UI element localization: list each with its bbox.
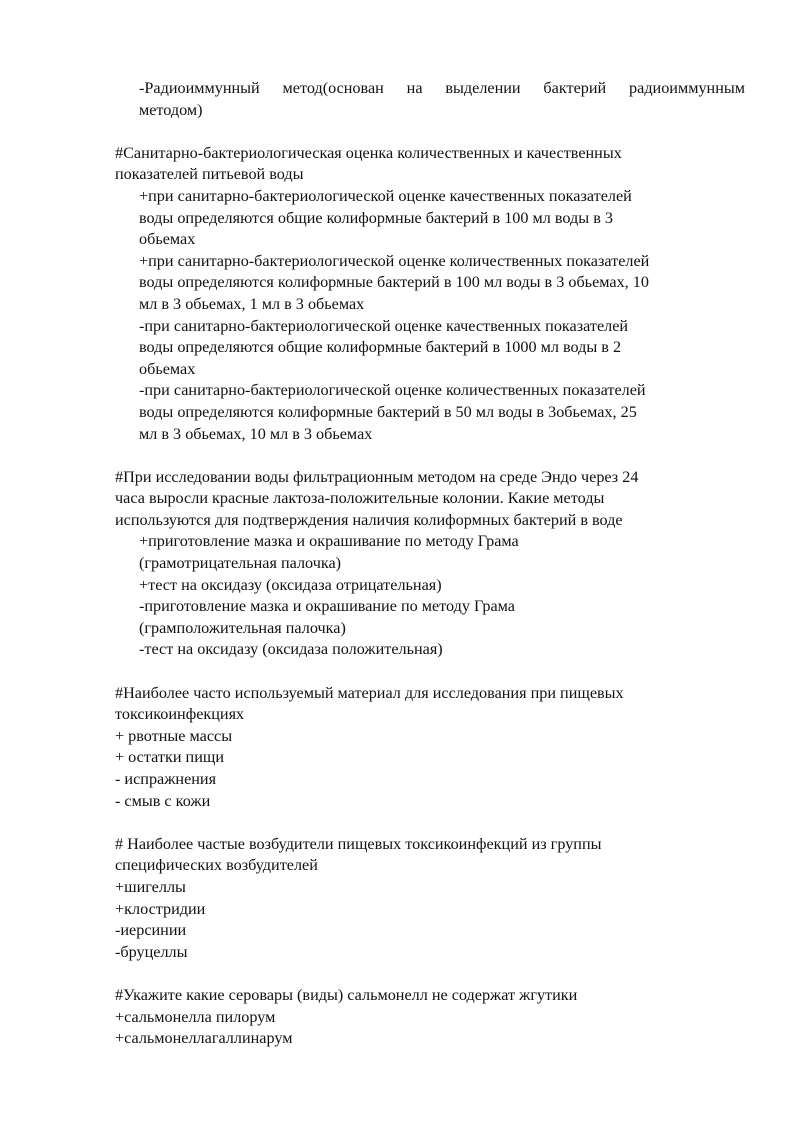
paragraph-gap (115, 121, 745, 143)
text-line: #Наиболее часто используемый материал для исследования при пищевых (115, 683, 624, 702)
text-line: специфических возбудителей (115, 856, 318, 875)
text-line: +сальмонелла пилорум (115, 1007, 276, 1026)
document-page (115, 78, 745, 1050)
text-line: +тест на оксидазу (оксидаза отрицательная) (139, 575, 442, 594)
text-line: +шигеллы (115, 877, 186, 896)
text-line: + рвотные массы (115, 726, 233, 745)
text-line: -Радиоиммунный метод(основан на выделении бактерий радиоиммунным (139, 79, 745, 97)
text-line: -иерсинии (115, 921, 187, 940)
text-line: обьемах (139, 359, 196, 378)
question-block (115, 834, 745, 964)
text-line: # Наиболее частые возбудители пищевых токсикоинфекций из группы (115, 834, 602, 853)
text-line: +при санитарно-бактериологической оценке качественных показателей (139, 186, 632, 205)
text-line: (грамотрицательная палочка) (139, 554, 342, 573)
text-line: часа выросли красные лактоза-положительные колонии. Какие методы (115, 489, 605, 508)
text-line: -приготовление мазка и окрашивание по методу Грама (139, 597, 515, 616)
text-line: -при санитарно-бактериологической оценке количественных показателей (139, 381, 646, 400)
answer-option-group (115, 186, 745, 445)
text-line: воды определяются общие колиформные бактерий в 100 мл воды в 3 (139, 208, 613, 227)
answer-option-group (115, 531, 745, 661)
paragraph-gap (115, 812, 745, 834)
text-line: методом) (139, 100, 203, 119)
text-line: обьемах (139, 230, 196, 249)
text-line: + остатки пищи (115, 748, 224, 767)
text-line: -бруцеллы (115, 942, 188, 961)
question-block (115, 985, 745, 1050)
text-line: показателей питьевой воды (115, 165, 304, 184)
text-line: #При исследовании воды фильтрационным методом на среде Эндо через 24 (115, 467, 639, 486)
text-line: воды определяются колиформные бактерий в 100 мл воды в 3 обьемах, 10 (139, 273, 649, 292)
text-line: - смыв с кожи (115, 791, 211, 810)
text-line: мл в 3 обьемах, 10 мл в 3 обьемах (139, 424, 373, 443)
paragraph-gap (115, 445, 745, 467)
text-line: #Укажите какие серовары (виды) сальмонелл не содержат жгутики (115, 985, 578, 1004)
question-heading (115, 143, 745, 186)
text-line: воды определяются колиформные бактерий в 50 мл воды в 3обьемах, 25 (139, 402, 637, 421)
text-line: используются для подтверждения наличия колиформных бактерий в воде (115, 510, 623, 529)
text-line: (грамположительная палочка) (139, 618, 346, 637)
text-line: мл в 3 обьемах, 1 мл в 3 обьемах (139, 294, 365, 313)
text-line: воды определяются общие колиформные бактерий в 1000 мл воды в 2 (139, 338, 622, 357)
text-line: +сальмонеллагаллинарум (115, 1029, 293, 1048)
text-line: -тест на оксидазу (оксидаза положительная) (139, 640, 443, 659)
text-line: -при санитарно-бактериологической оценке качественных показателей (139, 316, 629, 335)
paragraph-gap (115, 661, 745, 683)
text-line: +при санитарно-бактериологической оценке количественных показателей (139, 251, 650, 270)
text-line: #Санитарно-бактериологическая оценка количественных и качественных (115, 143, 622, 162)
question-heading (115, 467, 745, 532)
text-line: +приготовление мазка и окрашивание по методу Грама (139, 532, 519, 551)
text-line: +клостридии (115, 899, 206, 918)
text-line: - испражнения (115, 770, 217, 788)
paragraph-gap (115, 963, 745, 985)
question-block (115, 683, 745, 813)
text-line: токсикоинфекциях (115, 705, 245, 724)
answer-option-group (115, 78, 745, 121)
